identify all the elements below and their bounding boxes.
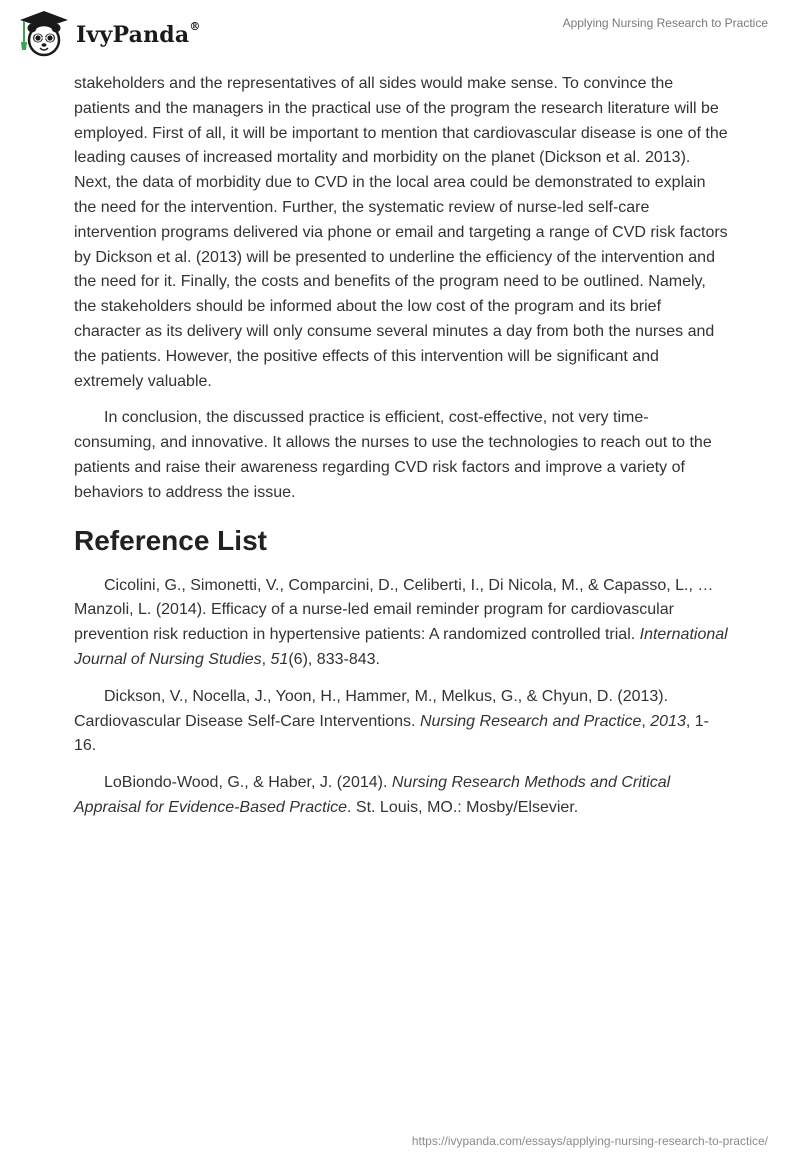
- reference-journal: Nursing Research and Practice: [419, 712, 642, 730]
- brand-name: [76, 22, 201, 48]
- reference-separator: ,: [261, 650, 271, 668]
- source-url-link[interactable]: https://ivypanda.com/essays/applying-nursing-research-to-practice/: [411, 1134, 768, 1148]
- reference-item: [74, 685, 728, 759]
- page-header: [0, 0, 800, 70]
- body-paragraph: In conclusion, the discussed practice is efficient, cost-effective, not very time-consuming, and innovative. It allows the nurses to use the technologies to reach out to the patients and raise their awareness regarding CVD risk factors and improve a variety of behaviors to address the issue.: [74, 409, 712, 501]
- ivypanda-logo[interactable]: [14, 8, 201, 58]
- reference-journal: International Journal of Nursing Studies: [74, 626, 728, 668]
- reference-pages: (6), 833-843.: [288, 650, 380, 668]
- reference-volume: 2013: [650, 712, 686, 730]
- reference-text: Cicolini, G., Simonetti, V., Comparcini, D., Celiberti, I., Di Nicola, M., & Capasso, L., … Manzoli, L. (2014). Efficacy of a nurse-led email reminder program for cardiovascular prevention risk reduction in hypertensive patients: A randomized controlled trial.: [74, 576, 714, 644]
- registered-mark: ®: [189, 20, 201, 33]
- reference-item: [74, 771, 728, 821]
- reference-item: [74, 574, 728, 673]
- reference-text: Dickson, V., Nocella, J., Yoon, H., Hammer, M., Melkus, G., & Chyun, D. (2013). Cardiovascular Disease Self-Care Interventions.: [74, 687, 669, 730]
- reference-book-title: Nursing Research Methods and Critical Appraisal for Evidence-Based Practice: [74, 774, 671, 816]
- brand-name-text: IvyPanda: [76, 22, 190, 48]
- reference-separator: ,: [641, 712, 651, 730]
- essay-content: [74, 72, 728, 833]
- reference-pages: , 1-16.: [74, 712, 709, 755]
- reference-publisher: . St. Louis, MO.: Mosby/Elsevier.: [347, 798, 579, 816]
- reference-text: LoBiondo-Wood, G., & Haber, J. (2014).: [104, 774, 392, 792]
- document-title: Applying Nursing Research to Practice: [562, 16, 768, 30]
- body-paragraph: stakeholders and the representatives of all sides would make sense. To convince the patients and the managers in the practical use of the program the research literature will be employed. First of all, it will be important to mention that cardiovascular disease is one of the leading causes of increased mortality and morbidity on the planet (Dickson et al. 2013). Next, the data of morbidity due to CVD in the local area could be demonstrated to explain the need for the intervention. Further, the systematic review of nurse-led self-care intervention programs delivered via phone or email and targeting a range of CVD risk factors by Dickson et al. (2013) will be presented to underline the efficiency of the intervention and the need for it. Finally, the costs and benefits of the program need to be outlined. Namely, the stakeholders should be informed about the low cost of the program and its brief character as its delivery will only consume several minutes a day from both the nurses and the patients. However, the positive effects of this intervention will be significant and extremely valuable.: [74, 75, 728, 390]
- panda-graduate-icon: [14, 8, 70, 58]
- reference-volume: 51: [270, 650, 289, 668]
- reference-list-heading: Reference List: [74, 524, 267, 556]
